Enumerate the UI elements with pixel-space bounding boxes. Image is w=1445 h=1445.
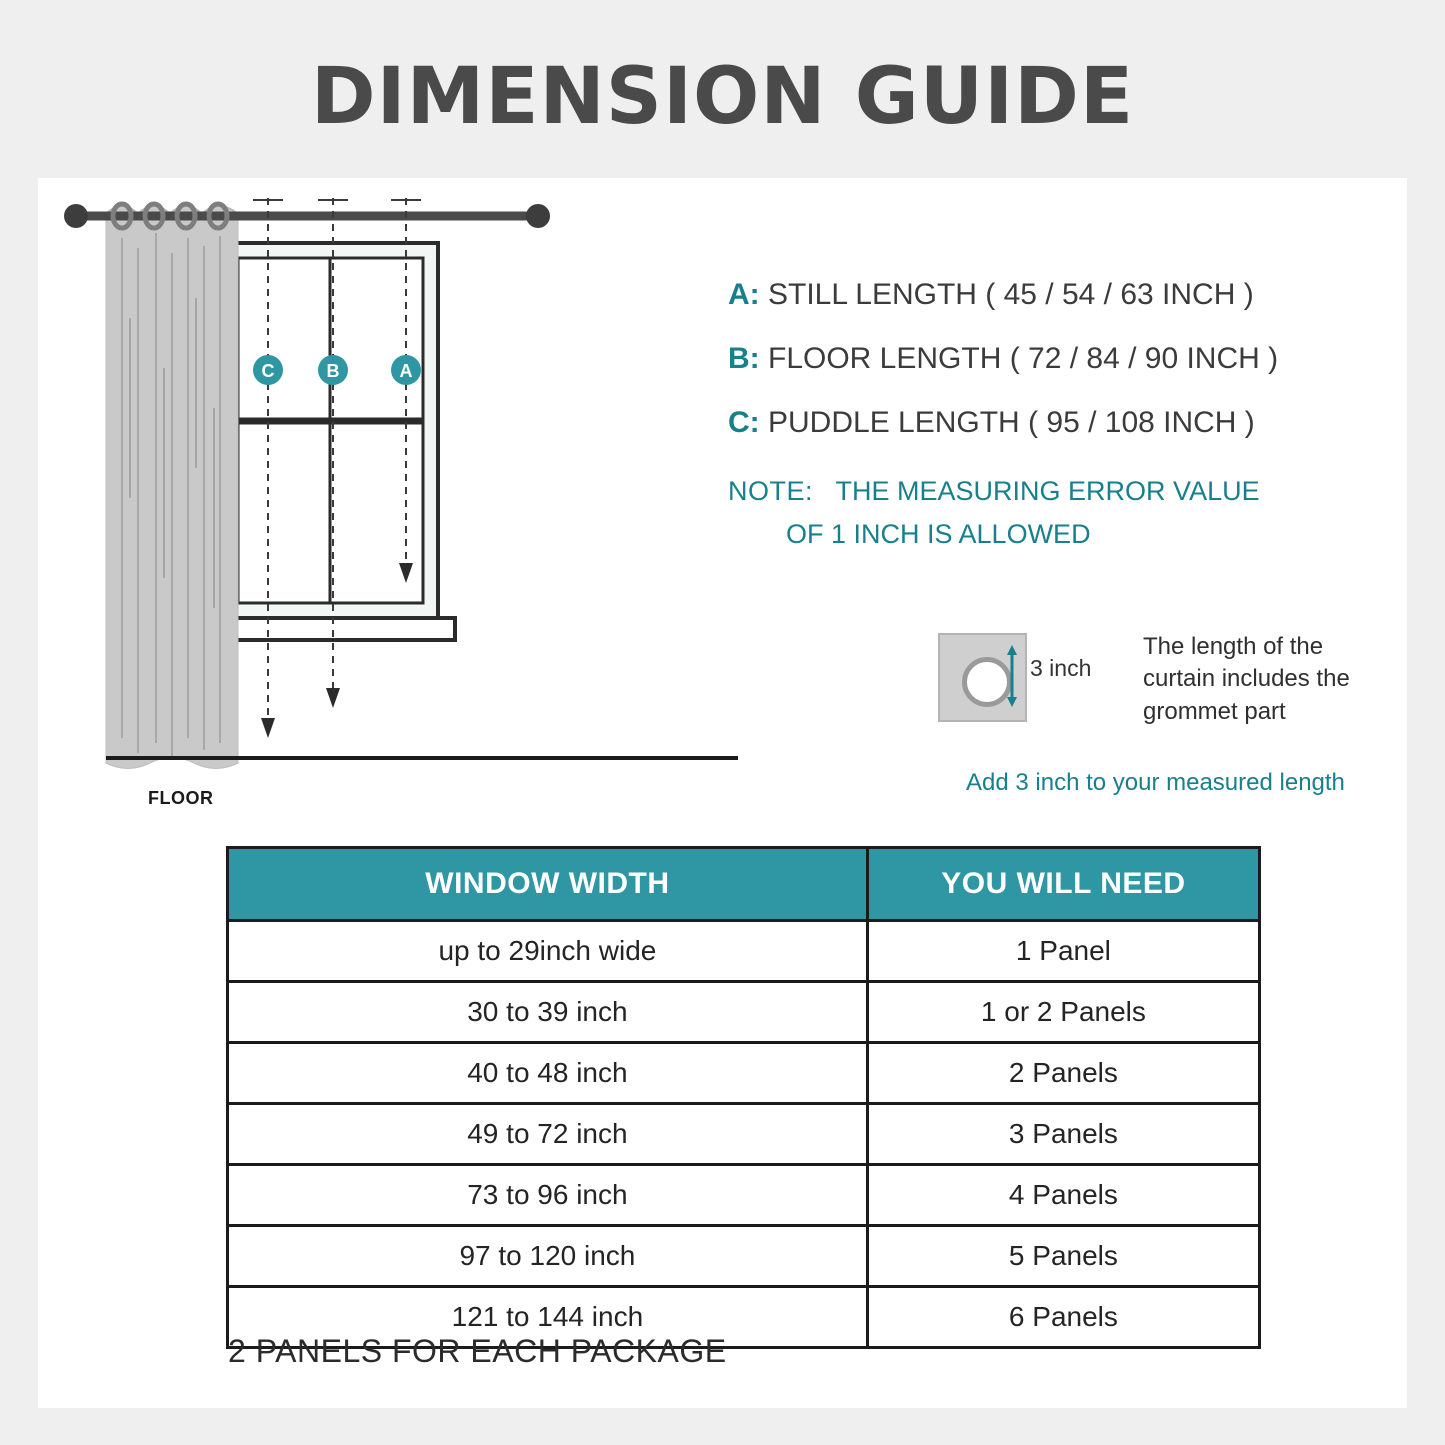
grommet-swatch (938, 633, 1027, 722)
legend-row-a (728, 278, 1388, 312)
cell-width: 121 to 144 inch (228, 1287, 868, 1348)
svg-text:B: B (326, 361, 340, 381)
table-header-row (228, 848, 1260, 921)
footer-note: 2 PANELS FOR EACH PACKAGE (228, 1333, 727, 1369)
table-header-you-will-need: YOU WILL NEED (867, 848, 1259, 921)
cell-panels: 6 Panels (867, 1287, 1259, 1348)
legend-key-c: C: (728, 406, 760, 439)
grommet-description: The length of the curtain includes the grommet part (1143, 633, 1350, 725)
legend-text-b: FLOOR LENGTH ( 72 / 84 / 90 INCH ) (768, 342, 1279, 375)
grommet-measure-label: 3 inch (1030, 655, 1092, 681)
cell-panels: 3 Panels (867, 1104, 1259, 1165)
legend-row-c (728, 406, 1388, 440)
panel-table (226, 846, 1261, 1349)
grommet-add-note: Add 3 inch to your measured length (966, 769, 1345, 796)
cell-width: 73 to 96 inch (228, 1165, 868, 1226)
cell-width: 30 to 39 inch (228, 982, 868, 1043)
floor-label: FLOOR (148, 788, 214, 808)
measuring-note (728, 470, 1388, 556)
table-row (228, 1226, 1260, 1287)
cell-panels: 1 Panel (867, 921, 1259, 982)
curtain-illustration (38, 178, 738, 838)
table-row (228, 982, 1260, 1043)
page-title: DIMENSION GUIDE (310, 52, 1135, 142)
panel-table-wrap (226, 846, 1261, 1349)
svg-text:A: A (399, 361, 413, 381)
cell-panels: 1 or 2 Panels (867, 982, 1259, 1043)
legend-key-b: B: (728, 342, 760, 375)
cell-panels: 4 Panels (867, 1165, 1259, 1226)
note-line-1 (728, 470, 1388, 513)
note-line-2: OF 1 INCH IS ALLOWED (786, 519, 1091, 550)
legend-row-b (728, 342, 1388, 376)
legend-list (728, 278, 1388, 556)
table-row (228, 1043, 1260, 1104)
note-label: NOTE: (728, 476, 814, 506)
content-card (38, 178, 1407, 1408)
cell-width: 49 to 72 inch (228, 1104, 868, 1165)
cell-width: 97 to 120 inch (228, 1226, 868, 1287)
note-text-1: THE MEASURING ERROR VALUE (835, 476, 1260, 506)
legend-text-c: PUDDLE LENGTH ( 95 / 108 INCH ) (768, 406, 1255, 439)
cell-width: 40 to 48 inch (228, 1043, 868, 1104)
svg-text:C: C (261, 361, 275, 381)
cell-panels: 2 Panels (867, 1043, 1259, 1104)
legend-key-a: A: (728, 278, 760, 311)
legend-text-a: STILL LENGTH ( 45 / 54 / 63 INCH ) (768, 278, 1254, 311)
table-row (228, 921, 1260, 982)
cell-panels: 5 Panels (867, 1226, 1259, 1287)
table-header-window-width: WINDOW WIDTH (228, 848, 868, 921)
table-row (228, 1165, 1260, 1226)
table-row (228, 1104, 1260, 1165)
cell-width: up to 29inch wide (228, 921, 868, 982)
